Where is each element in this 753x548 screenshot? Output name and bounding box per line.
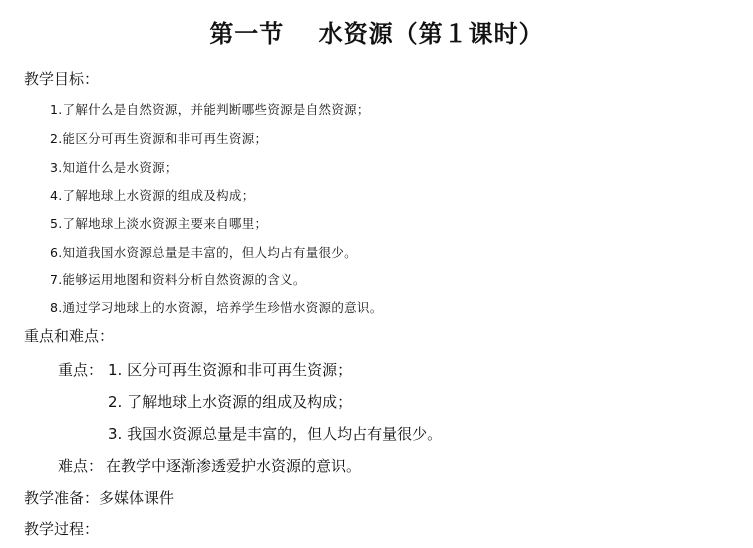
difficulty-text: 在教学中逐渐渗透爱护水资源的意识。 [106,457,362,475]
objectives-heading: 教学目标： [24,70,100,88]
focus-item: 2. 了解地球上水资源的组成及构成； [108,393,353,411]
preparation-label: 教学准备： [24,489,100,507]
preparation-text: 多媒体课件 [99,489,175,507]
objective-item: 2.能区分可再生资源和非可再生资源； [50,131,268,146]
objective-item: 7.能够运用地图和资料分析自然资源的含义。 [50,272,306,287]
focus-item: 1. 区分可再生资源和非可再生资源； [108,361,353,379]
objective-item: 4.了解地球上水资源的组成及构成； [50,188,255,203]
focus-label: 重点： [58,361,104,379]
difficulty-label: 难点： [58,457,104,475]
objective-item: 8.通过学习地球上的水资源，培养学生珍惜水资源的意识。 [50,300,383,315]
objective-item: 6.知道我国水资源总量是丰富的，但人均占有量很少。 [50,245,357,260]
document-title: 第一节 水资源（第１课时） [209,19,544,48]
objective-item: 5.了解地球上淡水资源主要来自哪里； [50,216,268,231]
objective-item: 3.知道什么是水资源； [50,160,178,175]
focus-item: 3. 我国水资源总量是丰富的，但人均占有量很少。 [108,425,443,443]
objective-item: 1.了解什么是自然资源，并能判断哪些资源是自然资源； [50,102,370,117]
preparation-line [24,487,174,508]
process-heading: 教学过程： [24,520,100,538]
key-points-heading: 重点和难点： [24,327,115,345]
